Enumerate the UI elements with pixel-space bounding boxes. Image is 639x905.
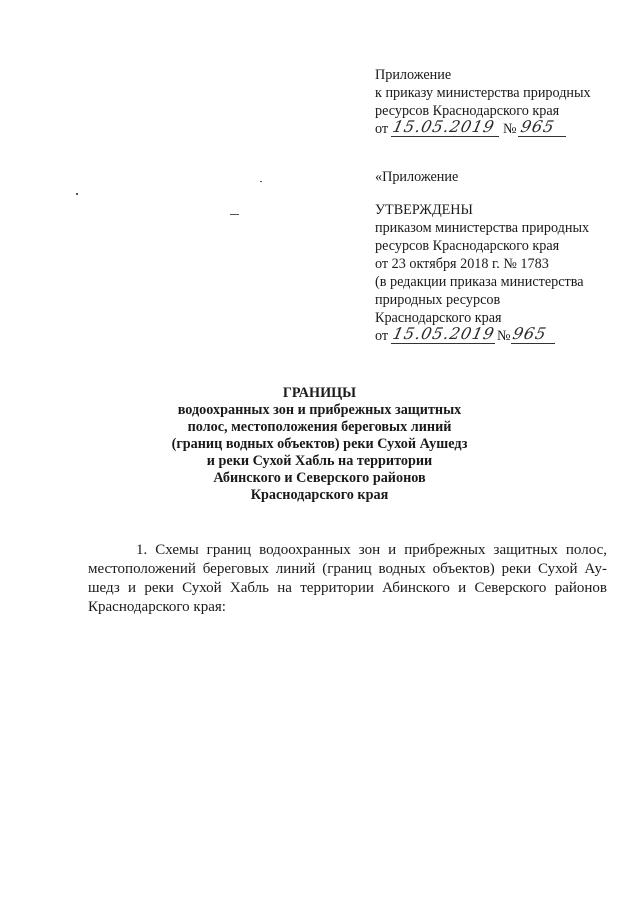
title-line-6: Абинского и Северского районов	[213, 470, 426, 486]
header-line-1: Приложение	[375, 67, 452, 83]
header-line-2: к приказу министерства природных	[375, 85, 591, 101]
approval-number-handwritten: 965	[510, 324, 549, 343]
title-line-7: Краснодарского края	[250, 487, 389, 503]
approval-line-3: от 23 октября 2018 г. № 1783	[375, 256, 549, 272]
approval-number-label: №	[497, 328, 511, 344]
scan-speck	[260, 181, 262, 182]
approval-date-underline	[391, 343, 495, 344]
scan-speck	[76, 193, 78, 195]
title-line-4: (границ водных объектов) реки Сухой Аушедз	[171, 436, 468, 452]
approval-date-number-row	[375, 324, 595, 349]
approval-approved: УТВЕРЖДЕНЫ	[375, 202, 473, 218]
header-date-underline	[391, 136, 499, 137]
approval-quote-label: «Приложение	[375, 169, 459, 185]
approval-line-2: ресурсов Краснодарского края	[375, 238, 560, 254]
header-number-label: №	[503, 121, 517, 137]
approval-line-6: Краснодарского края	[375, 310, 502, 326]
title-line-1: ГРАНИЦЫ	[282, 385, 357, 401]
approval-line-4: (в редакции приказа министерства	[375, 274, 584, 290]
title-line-5: и реки Сухой Хабль на территории	[206, 453, 433, 469]
approval-line-5: природных ресурсов	[375, 292, 501, 308]
para1-line-4: Краснодарского края:	[88, 599, 226, 615]
scan-speck	[230, 214, 239, 215]
header-number-handwritten: 965	[518, 117, 557, 136]
header-date-number-row	[375, 117, 595, 142]
approval-line-1: приказом министерства природных	[375, 220, 590, 236]
approval-date-handwritten: 15.05.2019	[390, 324, 497, 343]
para1-line-2: местоположений береговых линий (границ водных объектов) реки Сухой Ау-	[88, 561, 607, 577]
header-date-handwritten: 15.05.2019	[390, 117, 497, 136]
header-line-3: ресурсов Краснодарского края	[375, 103, 560, 119]
approval-date-label: от	[375, 328, 389, 344]
title-line-2: водоохранных зон и прибрежных защитных	[177, 402, 462, 418]
approval-number-underline	[511, 343, 555, 344]
para1-line-3: шедз и реки Сухой Хабль на территории Абинского и Северского районов	[88, 580, 607, 596]
para1-line-1: 1. Схемы границ водоохранных зон и прибрежных защитных полос,	[136, 542, 607, 558]
title-line-3: полос, местоположения береговых линий	[187, 419, 452, 435]
header-date-label: от	[375, 121, 389, 137]
header-number-underline	[518, 136, 566, 137]
